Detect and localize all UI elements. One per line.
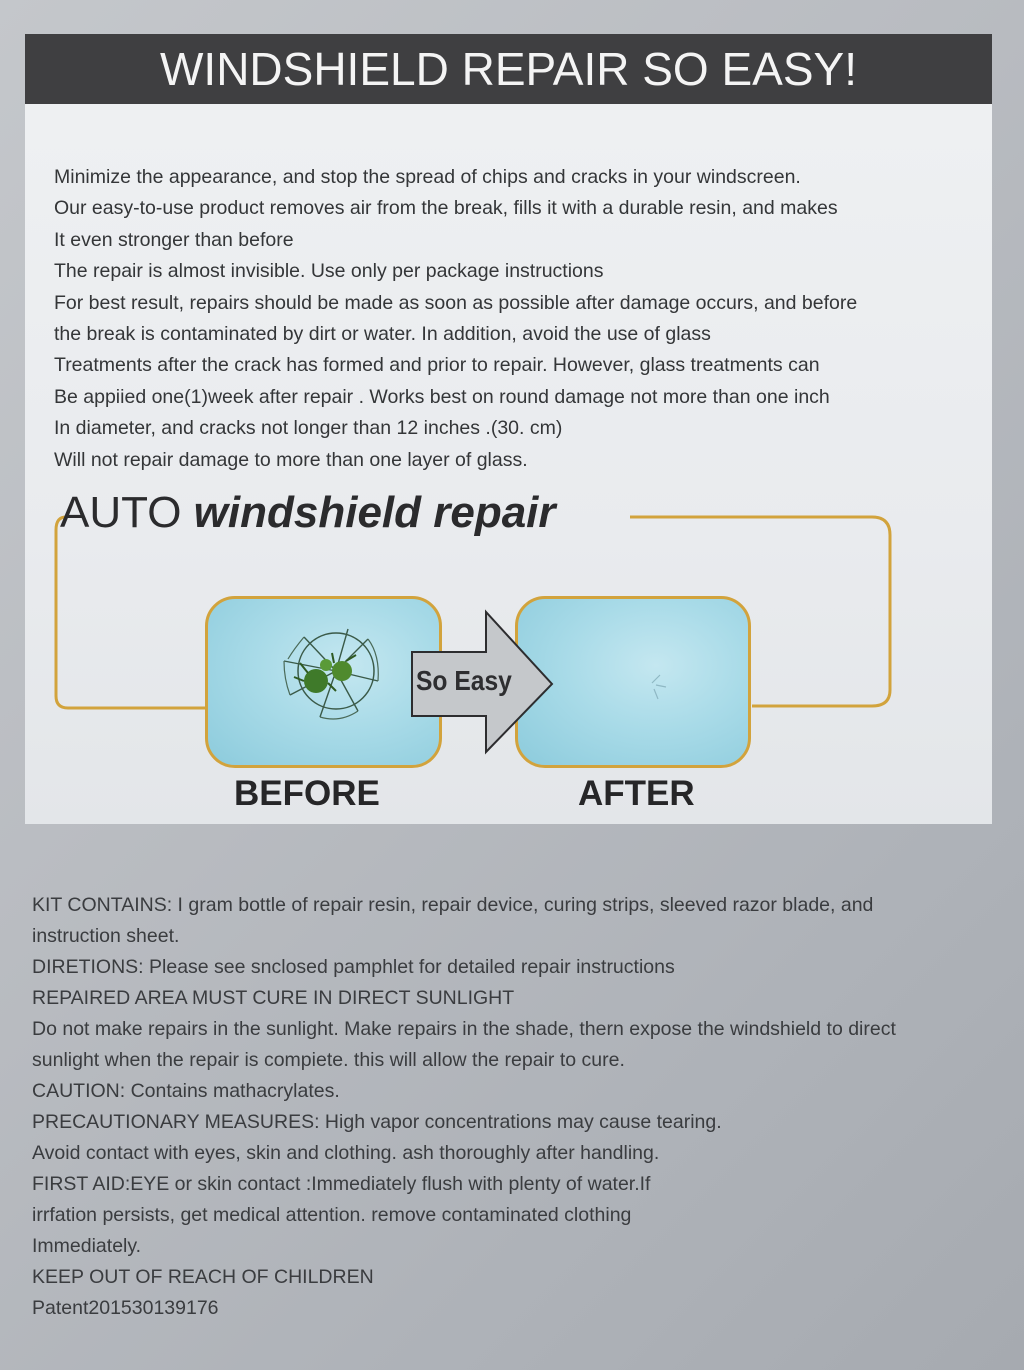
- arrow-label: So Easy: [416, 665, 512, 696]
- before-label: BEFORE: [234, 774, 380, 813]
- kit-notes: [32, 890, 1012, 1324]
- note-line: FIRST AID:EYE or skin contact :Immediately flush with plenty of water.If: [32, 1173, 651, 1195]
- intro-line: Will not repair damage to more than one layer of glass.: [54, 448, 528, 471]
- note-line: Do not make repairs in the sunlight. Make repairs in the shade, thern expose the windshield to direct: [32, 1018, 896, 1040]
- intro-line: Our easy-to-use product removes air from the break, fills it with a durable resin, and makes: [54, 197, 838, 220]
- intro-line: In diameter, and cracks not longer than 12 inches .(30. cm): [54, 417, 563, 440]
- diagram-title-word2: windshield repair: [193, 488, 556, 537]
- intro-line: It even stronger than before: [54, 228, 294, 251]
- note-line: REPAIRED AREA MUST CURE IN DIRECT SUNLIGHT: [32, 987, 515, 1009]
- note-line: Patent201530139176: [32, 1297, 219, 1319]
- intro-line: Treatments after the crack has formed and prior to repair. However, glass treatments can: [54, 354, 820, 377]
- page-title: WINDSHIELD REPAIR SO EASY!: [160, 43, 857, 95]
- diagram-title-word1: AUTO: [60, 488, 182, 537]
- note-line: KIT CONTAINS: I gram bottle of repair resin, repair device, curing strips, sleeved razor blade, and: [32, 894, 874, 916]
- note-line: Immediately.: [32, 1235, 142, 1257]
- intro-line: Be appiied one(1)week after repair . Works best on round damage not more than one inch: [54, 385, 830, 408]
- intro-line: the break is contaminated by dirt or water. In addition, avoid the use of glass: [54, 322, 711, 345]
- intro-line: For best result, repairs should be made as soon as possible after damage occurs, and before: [54, 291, 858, 314]
- note-line: PRECAUTIONARY MEASURES: High vapor concentrations may cause tearing.: [32, 1111, 722, 1133]
- intro-line: The repair is almost invisible. Use only per package instructions: [54, 260, 604, 283]
- note-line: instruction sheet.: [32, 925, 180, 947]
- note-line: KEEP OUT OF REACH OF CHILDREN: [32, 1266, 374, 1288]
- after-label: AFTER: [578, 774, 695, 813]
- note-line: DIRETIONS: Please see snclosed pamphlet for detailed repair instructions: [32, 956, 675, 978]
- note-line: Avoid contact with eyes, skin and clothing. ash thoroughly after handling.: [32, 1142, 660, 1164]
- note-line: sunlight when the repair is compiete. this will allow the repair to cure.: [32, 1049, 625, 1071]
- intro-line: Minimize the appearance, and stop the spread of chips and cracks in your windscreen.: [54, 166, 801, 188]
- note-line: CAUTION: Contains mathacrylates.: [32, 1080, 340, 1102]
- note-line: irrfation persists, get medical attention. remove contaminated clothing: [32, 1204, 632, 1226]
